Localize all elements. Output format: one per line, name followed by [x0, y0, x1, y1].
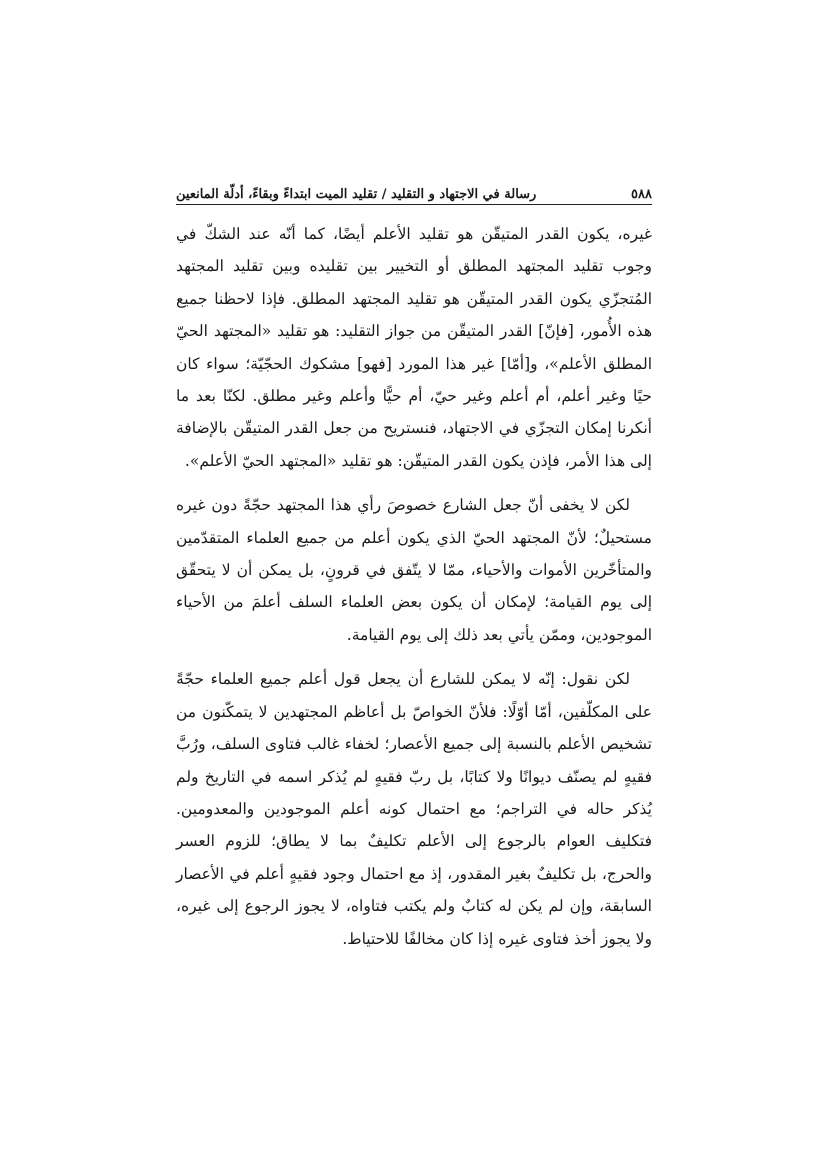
running-title: رسالة في الاجتهاد و التقليد / تقليد الميت ابتداءً وبقاءً، أدلّة المانعين	[176, 187, 537, 202]
paragraph-3: لكن نقول: إنّه لا يمكن للشارع أن يجعل قول أعلم جميع العلماء حجّةً على المكلّفين، أمّا أوّلًا: فلأنّ الخواصّ بل أعاظم المجتهدين لا يتمكّنون من تشخيص الأعلم بالنسبة إلى جميع الأعصار؛ لخفاء غالب فتاوى السلف، ورُبَّ فقيهٍ لم يصنّف ديوانًا ولا كتابًا، بل ربّ فقيهٍ لم يُذكر اسمه في التاريخ ولم يُذكر حاله في التراجم؛ مع احتمال كونه أعلم الموجودين والمعدومين. فتكليف العوام بالرجوع إلى الأعلم تكليفٌ بما لا يطاق؛ للزوم العسر والحرج، بل تكليفٌ بغير المقدور، إذ مع احتمال وجود فقيهٍ أعلم في الأعصار السابقة، وإن لم يكن له كتابٌ ولم يكتب فتاواه، لا يجوز الرجوع إلى غيره، ولا يجوز أخذ فتاوى غيره إذا كان مخالفًا للاحتياط.	[176, 670, 652, 948]
running-header	[176, 176, 652, 202]
page-number: ٥٨٨	[631, 187, 652, 202]
paragraph-2: لكن لا يخفى أنّ جعل الشارع خصوصَ رأي هذا المجتهد حجّةً دون غيره مستحيلٌ؛ لأنّ المجتهد الحيّ الذي يكون أعلم من جميع العلماء المتقدّمين والمتأخّرين الأموات والأحياء، ممّا لا يتّفق في قرونٍ، بل يمكن أن لا يتحقّق إلى يوم القيامة؛ لإمكان أن يكون بعض العلماء السلف أعلمَ من الأحياء الموجودين، وممّن يأتي بعد ذلك إلى يوم القيامة.	[176, 496, 652, 644]
header-divider	[176, 204, 652, 205]
paragraph-1: غيره، يكون القدر المتيقّن هو تقليد الأعلم أيضًا، كما أنّه عند الشكّ في وجوب تقليد المجتهد المطلق أو التخيير بين تقليده وبين تقليد المجتهد المُتجزّي يكون القدر المتيقّن هو تقليد المجتهد المطلق. فإذا لاحظنا جميع هذه الأُمور، [فإنّ] القدر المتيقّن من جواز التقليد: هو تقليد «المجتهد الحيّ المطلق الأعلم»، و[أمّا] غير هذا المورد [فهو] مشكوك الحجّيّة؛ سواء كان حيًا وغير أعلم، أم أعلم وغير حيّ، أم حيًّا وأعلم وغير مطلق. لكنّا بعد ما أنكرنا إمكان التجزّي في الاجتهاد، فنستريح من جعل القدر المتيقّن بالإضافة إلى هذا الأمر، فإذن يكون القدر المتيقّن: هو تقليد «المجتهد الحيّ الأعلم».	[176, 225, 652, 470]
body-text	[176, 218, 652, 967]
